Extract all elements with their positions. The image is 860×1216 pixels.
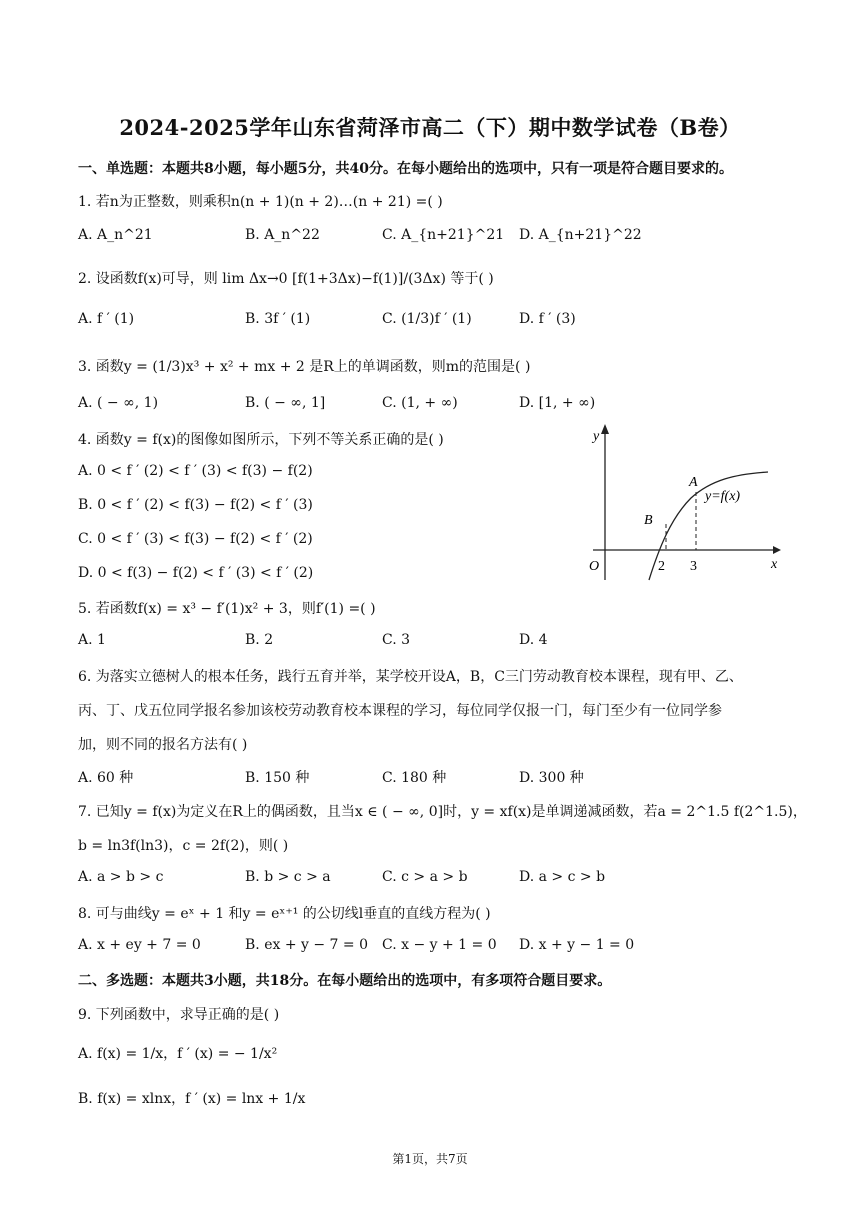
- option-text: D. 0 < f(3) − f(2) < f ′ (3) < f ′ (2): [78, 565, 314, 581]
- option-text: D. x + y − 1 = 0: [519, 937, 635, 953]
- option-text: B. b > c > a: [245, 869, 331, 885]
- q8-option-c: [382, 937, 497, 953]
- question-3-stem: [78, 356, 530, 376]
- option-text: A. f ′ (1): [78, 311, 135, 327]
- q6-stem-text: 丙、丁、戊五位同学报名参加该校劳动教育校本课程的学习，每位同学仅报一门，每门至少有一位同学参: [78, 703, 722, 719]
- q5-option-d: [519, 632, 548, 648]
- q1-stem-text: 1. 若n为正整数，则乘积n(n + 1)(n + 2)…(n + 21) =( ): [78, 194, 443, 210]
- q4-option-c: [78, 531, 313, 547]
- option-text: D. 300 种: [519, 770, 584, 786]
- option-text: A. 0 < f ′ (2) < f ′ (3) < f(3) − f(2): [78, 463, 313, 479]
- q5-stem-text: 5. 若函数f(x) = x³ − f′(1)x² + 3，则f′(1) =( ): [78, 601, 376, 617]
- option-text: A. 60 种: [78, 770, 134, 786]
- option-text: B. 2: [245, 632, 274, 648]
- q6-option-d: [519, 767, 584, 787]
- option-text: A. ( − ∞, 1): [78, 395, 159, 411]
- y-axis-label: y: [593, 429, 600, 444]
- q2-option-d: [519, 311, 576, 327]
- q1-option-d: [519, 227, 642, 243]
- option-text: A. x + ey + 7 = 0: [78, 937, 201, 953]
- page-number: 第1页，共7页: [392, 1152, 468, 1166]
- question-7-stem-line-2: [78, 835, 288, 855]
- option-text: B. f(x) = xlnx，f ′ (x) = lnx + 1/x: [78, 1091, 306, 1107]
- q7-option-d: [519, 869, 605, 885]
- question-6-stem-line-1: [78, 666, 743, 686]
- option-text: B. ex + y − 7 = 0: [245, 937, 368, 953]
- option-text: D. 4: [519, 632, 548, 648]
- option-text: C. (1, + ∞): [382, 395, 458, 411]
- y-axis-arrow: [601, 424, 609, 434]
- q2-stem-text: 2. 设函数f(x)可导，则 lim Δx→0 [f(1+3Δx)−f(1)]/(3Δx) 等于( ): [78, 271, 494, 287]
- q4-option-b: [78, 497, 313, 513]
- q3-option-d: [519, 395, 595, 411]
- q3-option-b: [245, 395, 325, 411]
- q6-option-b: [245, 767, 309, 787]
- option-text: C. 3: [382, 632, 411, 648]
- q8-option-d: [519, 937, 634, 953]
- option-text: B. 150 种: [245, 770, 310, 786]
- q1-option-c: [382, 227, 504, 243]
- x-axis-label: x: [771, 557, 778, 572]
- option-text: B. A_n^22: [245, 227, 320, 243]
- q6-stem-text: 加，则不同的报名方法有( ): [78, 737, 248, 753]
- q7-stem-text: b = ln3f(ln3)，c = 2f(2)，则( ): [78, 838, 289, 854]
- question-6-stem-line-2: [78, 700, 722, 720]
- option-text: C. x − y + 1 = 0: [382, 937, 497, 953]
- q2-option-a: [78, 311, 134, 327]
- page-title: [0, 112, 860, 142]
- q4-option-d: [78, 565, 313, 581]
- section-heading-multiple-choice: [78, 970, 611, 990]
- q3-option-c: [382, 395, 458, 411]
- point-a-label: A: [689, 475, 698, 490]
- question-9-stem: [78, 1004, 279, 1024]
- q6-option-c: [382, 767, 446, 787]
- option-text: C. (1/3)f ′ (1): [382, 311, 472, 327]
- q6-stem-text: 6. 为落实立德树人的根本任务，践行五育并举，某学校开设A，B，C三门劳动教育校本课程，现有甲、乙、: [78, 669, 743, 685]
- question-1-stem: [78, 191, 443, 211]
- question-6-stem-line-3: [78, 734, 247, 754]
- question-5-stem: [78, 598, 376, 618]
- q8-option-a: [78, 937, 201, 953]
- q2-option-c: [382, 311, 472, 327]
- q6-option-a: [78, 767, 133, 787]
- section2-text: 二、多选题：本题共3小题，共18分。在每小题给出的选项中，有多项符合题目要求。: [78, 973, 612, 989]
- q2-option-b: [245, 311, 310, 327]
- point-b-label: B: [644, 513, 653, 528]
- option-text: D. f ′ (3): [519, 311, 576, 327]
- option-text: C. 0 < f ′ (3) < f(3) − f(2) < f ′ (2): [78, 531, 313, 547]
- question-8-stem: [78, 903, 491, 923]
- title-text: 2024-2025学年山东省菏泽市高二（下）期中数学试卷（B卷）: [119, 115, 741, 140]
- q3-stem-text: 3. 函数y = (1/3)x³ + x² + mx + 2 是R上的单调函数，则m的范围是( ): [78, 359, 531, 375]
- option-text: C. A_{n+21}^21: [382, 227, 505, 243]
- q4-stem-text: 4. 函数y = f(x)的图像如图所示，下列不等关系正确的是( ): [78, 432, 444, 448]
- q9-option-a: [78, 1043, 277, 1063]
- option-text: B. 0 < f ′ (2) < f(3) − f(2) < f ′ (3): [78, 497, 313, 513]
- option-text: C. c > a > b: [382, 869, 468, 885]
- option-text: B. 3f ′ (1): [245, 311, 311, 327]
- q5-option-a: [78, 632, 106, 648]
- q3-option-a: [78, 395, 158, 411]
- q9-option-b: [78, 1088, 305, 1108]
- option-text: A. 1: [78, 632, 106, 648]
- q8-stem-text: 8. 可与曲线y = eˣ + 1 和y = eˣ⁺¹ 的公切线l垂直的直线方程为( ): [78, 906, 491, 922]
- q8-option-b: [245, 937, 368, 953]
- q7-option-c: [382, 869, 468, 885]
- section-heading-single-choice: [78, 158, 733, 178]
- curve-label: y=f(x): [705, 489, 741, 504]
- q5-option-c: [382, 632, 410, 648]
- question-4-stem: [78, 429, 444, 449]
- option-text: A. f(x) = 1/x，f ′ (x) = − 1/x²: [78, 1046, 278, 1062]
- option-text: B. ( − ∞, 1]: [245, 395, 326, 411]
- q7-stem-text: 7. 已知y = f(x)为定义在R上的偶函数，且当x ∈ ( − ∞, 0]时，y = xf(x)是单调递减函数，若a = 2^1.5 f(2^1.5)，: [78, 804, 807, 820]
- question-7-stem-line-1: [78, 801, 807, 821]
- option-text: C. 180 种: [382, 770, 447, 786]
- q9-stem-text: 9. 下列函数中，求导正确的是( ): [78, 1007, 280, 1023]
- option-text: A. A_n^21: [78, 227, 153, 243]
- tick-label-2: 2: [658, 559, 665, 574]
- x-axis-arrow: [773, 546, 781, 554]
- q4-option-a: [78, 463, 313, 479]
- option-text: D. a > c > b: [519, 869, 606, 885]
- option-text: A. a > b > c: [78, 869, 164, 885]
- q7-option-a: [78, 869, 163, 885]
- option-text: D. [1, + ∞): [519, 395, 596, 411]
- function-graph: [585, 420, 785, 585]
- origin-label: O: [589, 559, 600, 574]
- page-footer: [0, 1150, 860, 1167]
- q7-option-b: [245, 869, 331, 885]
- q1-option-b: [245, 227, 320, 243]
- section1-text: 一、单选题：本题共8小题，每小题5分，共40分。在每小题给出的选项中，只有一项是符合题目要求的。: [78, 161, 733, 177]
- q1-option-a: [78, 227, 153, 243]
- tick-label-3: 3: [690, 559, 697, 574]
- question-2-stem: [78, 268, 494, 288]
- option-text: D. A_{n+21}^22: [519, 227, 642, 243]
- q5-option-b: [245, 632, 273, 648]
